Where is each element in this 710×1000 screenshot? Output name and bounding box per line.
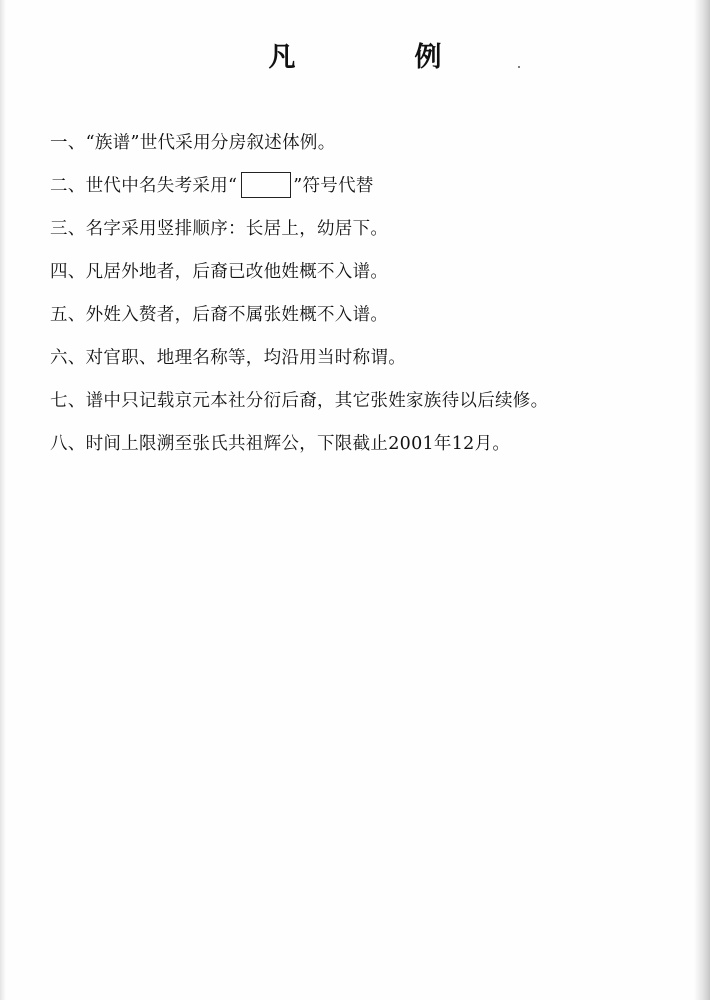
rule-item-1 <box>50 128 690 171</box>
rules-list <box>50 128 690 472</box>
rule-text: 八、时间上限溯至张氏共祖辉公，下限截止2001年12月。 <box>50 434 511 454</box>
rule-text: 五、外姓入赘者，后裔不属张姓概不入谱。 <box>50 305 389 325</box>
rule-text-before: 二、世代中名失考采用“ <box>50 176 238 196</box>
rule-text: 三、名字采用竖排顺序：长居上，幼居下。 <box>50 219 389 239</box>
rule-item-3 <box>50 214 690 257</box>
scan-shadow-right <box>694 0 710 1000</box>
scan-shadow-left <box>0 0 6 1000</box>
rule-item-2 <box>50 171 690 214</box>
rule-text: 一、“族谱”世代采用分房叙述体例。 <box>50 133 336 153</box>
rule-item-6 <box>50 343 690 386</box>
rule-text: 四、凡居外地者，后裔已改他姓概不入谱。 <box>50 262 389 282</box>
rule-text-after: ”符号代替 <box>293 176 374 196</box>
page-title: 凡 例 <box>268 42 488 73</box>
blank-placeholder-box <box>241 172 291 198</box>
rule-item-7 <box>50 386 690 429</box>
rule-text: 六、对官职、地理名称等，均沿用当时称谓。 <box>50 348 406 368</box>
rule-item-4 <box>50 257 690 300</box>
rule-text: 七、谱中只记载京元本社分衍后裔，其它张姓家族待以后续修。 <box>50 391 549 411</box>
rule-item-8 <box>50 429 690 472</box>
rule-item-5 <box>50 300 690 343</box>
